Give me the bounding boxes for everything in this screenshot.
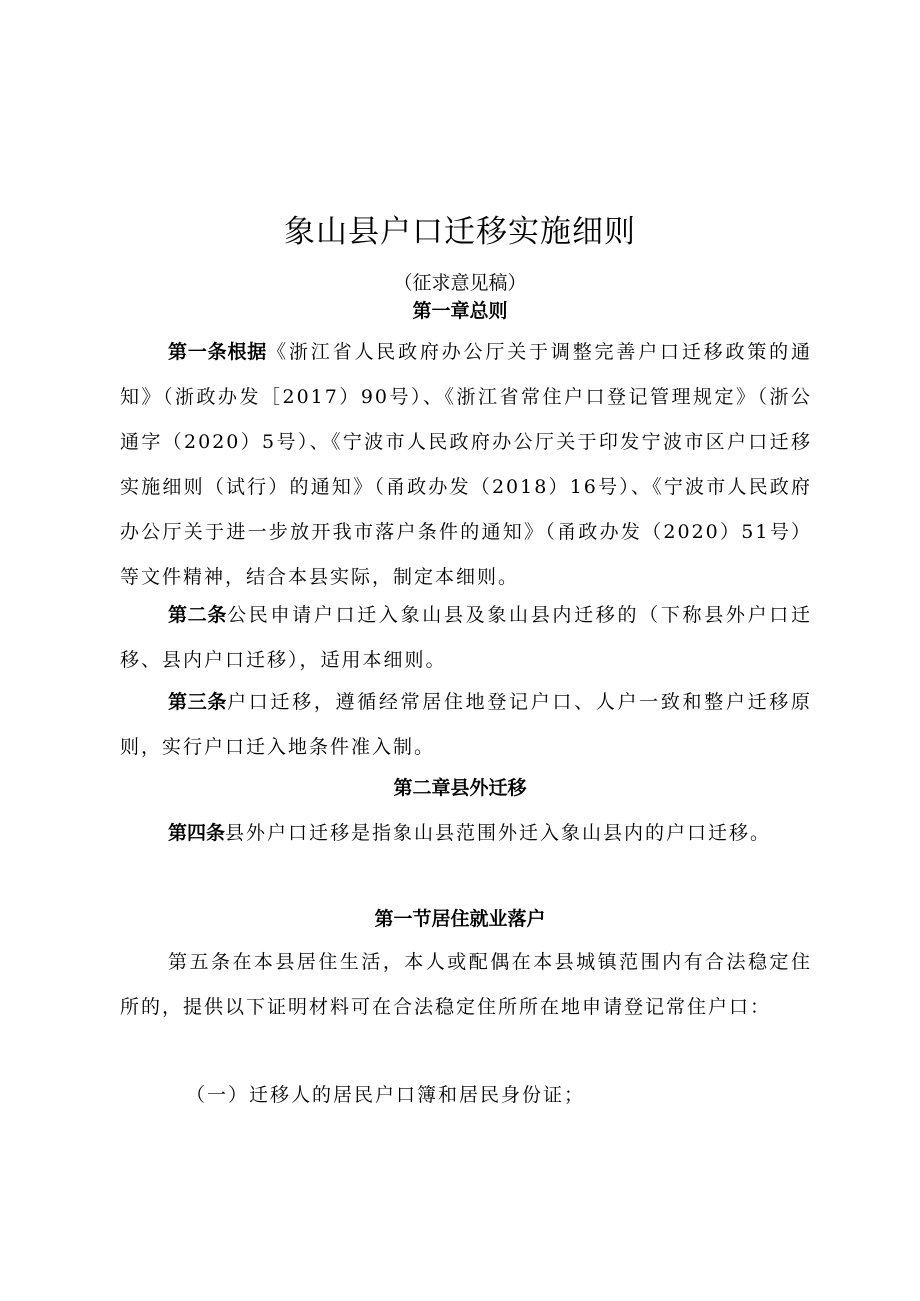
section-heading-1: 第一节居住就业落户 xyxy=(374,908,546,930)
article-3-text: 户口迁移，遵循经常居住地登记户口、人户一致和整户迁移原则，实行户口迁入地条件准入制。 xyxy=(120,691,812,758)
article-4-lead: 第四条 xyxy=(168,822,226,844)
article-3 xyxy=(120,680,812,770)
list-item-1: （一）迁移人的居民户口簿和居民身份证； xyxy=(186,1084,586,1106)
article-2 xyxy=(120,593,812,683)
chapter-heading-2: 第二章县外迁移 xyxy=(393,777,527,799)
article-2-text: 公民申请户口迁入象山县及象山县内迁移的（下称县外户口迁移、县内户口迁移），适用本细则。 xyxy=(120,604,812,671)
article-4-text: 县外户口迁移是指象山县范围外迁入象山县内的户口迁移。 xyxy=(225,822,772,844)
document-subtitle: （征求意见稿） xyxy=(393,272,527,294)
document-title: 象山县户口迁移实施细则 xyxy=(284,214,636,250)
article-3-lead: 第三条 xyxy=(168,691,228,713)
article-5: 第五条在本县居住生活，本人或配偶在本县城镇范围内有合法稳定住所的，提供以下证明材料可在合法稳定住所所在地申请登记常住户口： xyxy=(120,951,812,1018)
article-1 xyxy=(120,330,812,600)
article-4 xyxy=(120,811,812,856)
article-1-lead: 第一条根据 xyxy=(168,341,268,363)
article-2-lead: 第二条 xyxy=(168,604,228,626)
article-1-text: 《浙江省人民政府办公厅关于调整完善户口迁移政策的通知》（浙政办发［2017）90号）、《浙江省常住户口登记管理规定》（浙公通字（2020）5号）、《宁波市人民政府办公厅关于印发宁波市区户口迁移实施细则（试行）的通知》（甬政办发（2018）16号）、《宁波市人民政府办公厅关于进一步放开我市落户条件的通知》（甬政办发（2020）51号）等文件精神，结合本县实际，制定本细则。 xyxy=(120,341,812,588)
chapter-heading-1: 第一章总则 xyxy=(412,300,508,322)
